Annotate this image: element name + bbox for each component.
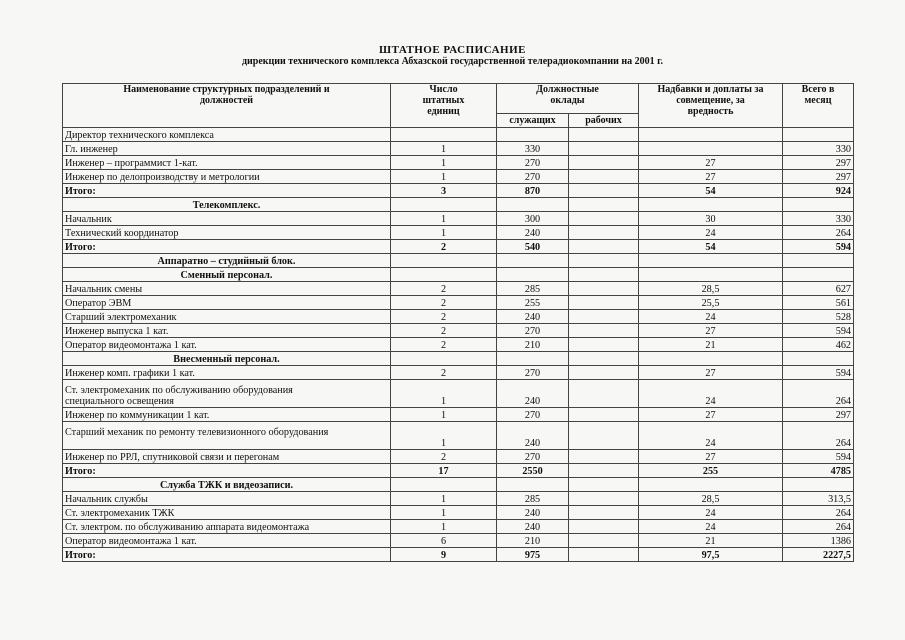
bonus-value: 97,5 (639, 548, 783, 562)
employee-salary: 270 (497, 366, 569, 380)
position-name: Инженер по РРЛ, спутниковой связи и перегонам (63, 450, 391, 464)
worker-salary (569, 282, 639, 296)
employee-salary (497, 128, 569, 142)
worker-salary (569, 128, 639, 142)
monthly-total: 594 (783, 450, 854, 464)
bonus-value: 30 (639, 212, 783, 226)
bonus-value: 27 (639, 324, 783, 338)
bonus-value: 27 (639, 366, 783, 380)
bonus-value: 21 (639, 338, 783, 352)
staff-count: 2 (391, 282, 497, 296)
worker-salary (569, 226, 639, 240)
monthly-total: 924 (783, 184, 854, 198)
monthly-total: 594 (783, 324, 854, 338)
position-name: Инженер выпуска 1 кат. (63, 324, 391, 338)
section-title: Аппаратно – студийный блок. (63, 254, 391, 268)
monthly-total: 297 (783, 170, 854, 184)
staff-count: 1 (391, 422, 497, 450)
bonus-value: 24 (639, 520, 783, 534)
worker-salary (569, 506, 639, 520)
employee-salary: 210 (497, 534, 569, 548)
empty-cell (391, 268, 497, 282)
monthly-total: 264 (783, 520, 854, 534)
section-title: Сменный персонал. (63, 268, 391, 282)
empty-cell (497, 268, 569, 282)
monthly-total: 313,5 (783, 492, 854, 506)
staff-count: 1 (391, 226, 497, 240)
empty-cell (783, 352, 854, 366)
table-row (63, 338, 854, 352)
bonus-value: 255 (639, 464, 783, 478)
employee-salary: 270 (497, 156, 569, 170)
employee-salary: 240 (497, 506, 569, 520)
position-name: Инженер по коммуникации 1 кат. (63, 408, 391, 422)
staff-count: 2 (391, 338, 497, 352)
empty-cell (639, 268, 783, 282)
employee-salary: 975 (497, 548, 569, 562)
bonus-value: 28,5 (639, 492, 783, 506)
table-row (63, 422, 854, 450)
header-bonus: Надбавки и доплаты за совмещение, за вредность (639, 84, 783, 128)
staff-count: 2 (391, 310, 497, 324)
position-name: Оператор видеомонтажа 1 кат. (63, 534, 391, 548)
position-name-line2: специального освещения (65, 396, 174, 407)
table-row (63, 226, 854, 240)
monthly-total: 264 (783, 380, 854, 408)
position-name: Старший электромеханик (63, 310, 391, 324)
employee-salary: 285 (497, 492, 569, 506)
staff-count (391, 128, 497, 142)
table-row (63, 128, 854, 142)
monthly-total: 4785 (783, 464, 854, 478)
position-name-line1: Старший механик по ремонту телевизионного оборудования (65, 427, 329, 438)
worker-salary (569, 464, 639, 478)
empty-cell (639, 198, 783, 212)
staff-count: 1 (391, 492, 497, 506)
staff-count: 1 (391, 212, 497, 226)
table-row (63, 366, 854, 380)
empty-cell (569, 478, 639, 492)
worker-salary (569, 184, 639, 198)
header-workers: рабочих (569, 114, 639, 128)
monthly-total: 627 (783, 282, 854, 296)
position-name: Инженер по делопроизводству и метрологии (63, 170, 391, 184)
bonus-value: 24 (639, 380, 783, 408)
section-title: Телекомплекс. (63, 198, 391, 212)
employee-salary: 210 (497, 338, 569, 352)
empty-cell (783, 198, 854, 212)
table-row (63, 296, 854, 310)
total-row (63, 464, 854, 478)
bonus-value: 27 (639, 156, 783, 170)
empty-cell (497, 478, 569, 492)
employee-salary: 270 (497, 408, 569, 422)
staff-schedule-table (62, 83, 854, 562)
employee-salary: 240 (497, 380, 569, 408)
monthly-total: 264 (783, 506, 854, 520)
monthly-total: 594 (783, 366, 854, 380)
position-name: Начальник смены (63, 282, 391, 296)
bonus-value: 54 (639, 240, 783, 254)
worker-salary (569, 170, 639, 184)
header-count: Число штатных единиц (391, 84, 497, 128)
employee-salary: 240 (497, 226, 569, 240)
table-row (63, 212, 854, 226)
position-name-line2 (65, 438, 388, 449)
staff-count: 9 (391, 548, 497, 562)
document-title: ШТАТНОЕ РАСПИСАНИЕ (379, 44, 526, 56)
section-row (63, 254, 854, 268)
position-name: Итого: (63, 464, 391, 478)
worker-salary (569, 240, 639, 254)
empty-cell (783, 254, 854, 268)
worker-salary (569, 338, 639, 352)
position-name: Инженер комп. графики 1 кат. (63, 366, 391, 380)
section-row (63, 268, 854, 282)
bonus-value: 24 (639, 506, 783, 520)
table-row (63, 324, 854, 338)
employee-salary: 240 (497, 422, 569, 450)
section-title: Служба ТЖК и видеозаписи. (63, 478, 391, 492)
table-row (63, 492, 854, 506)
bonus-value: 24 (639, 310, 783, 324)
bonus-value: 27 (639, 170, 783, 184)
position-name: Инженер – программист 1-кат. (63, 156, 391, 170)
position-name (63, 380, 391, 408)
table-row (63, 310, 854, 324)
worker-salary (569, 422, 639, 450)
employee-salary: 870 (497, 184, 569, 198)
employee-salary: 270 (497, 324, 569, 338)
worker-salary (569, 534, 639, 548)
empty-cell (497, 198, 569, 212)
staff-count: 1 (391, 408, 497, 422)
staff-count: 1 (391, 142, 497, 156)
staff-count: 2 (391, 366, 497, 380)
table-row (63, 506, 854, 520)
staff-count: 1 (391, 156, 497, 170)
table-row (63, 408, 854, 422)
worker-salary (569, 380, 639, 408)
monthly-total: 594 (783, 240, 854, 254)
monthly-total: 264 (783, 422, 854, 450)
bonus-value: 24 (639, 422, 783, 450)
empty-cell (639, 254, 783, 268)
employee-salary: 255 (497, 296, 569, 310)
empty-cell (391, 198, 497, 212)
position-name: Ст. электром. по обслуживанию аппарата видеомонтажа (63, 520, 391, 534)
staff-count: 1 (391, 170, 497, 184)
empty-cell (497, 352, 569, 366)
staff-count: 1 (391, 506, 497, 520)
total-row (63, 184, 854, 198)
empty-cell (639, 352, 783, 366)
monthly-total: 462 (783, 338, 854, 352)
staff-count: 1 (391, 380, 497, 408)
position-name: Ст. электромеханик ТЖК (63, 506, 391, 520)
staff-count: 2 (391, 324, 497, 338)
empty-cell (569, 352, 639, 366)
position-name: Технический координатор (63, 226, 391, 240)
position-name: Оператор ЭВМ (63, 296, 391, 310)
staff-count: 2 (391, 296, 497, 310)
worker-salary (569, 324, 639, 338)
bonus-value: 27 (639, 450, 783, 464)
document-subtitle: дирекции технического комплекса Абхазской государственной телерадиокомпании на 2001 г. (241, 56, 664, 67)
table-row (63, 142, 854, 156)
empty-cell (639, 478, 783, 492)
empty-cell (783, 478, 854, 492)
position-name: Гл. инженер (63, 142, 391, 156)
position-name: Директор технического комплекса (63, 128, 391, 142)
employee-salary: 270 (497, 170, 569, 184)
monthly-total: 297 (783, 156, 854, 170)
monthly-total: 2227,5 (783, 548, 854, 562)
worker-salary (569, 520, 639, 534)
worker-salary (569, 142, 639, 156)
bonus-value (639, 142, 783, 156)
table-row (63, 380, 854, 408)
table-row (63, 170, 854, 184)
worker-salary (569, 310, 639, 324)
worker-salary (569, 156, 639, 170)
position-name (63, 422, 391, 450)
section-row (63, 198, 854, 212)
worker-salary (569, 548, 639, 562)
employee-salary: 240 (497, 520, 569, 534)
table-row (63, 450, 854, 464)
employee-salary: 285 (497, 282, 569, 296)
monthly-total: 264 (783, 226, 854, 240)
monthly-total: 528 (783, 310, 854, 324)
table-row (63, 534, 854, 548)
employee-salary: 2550 (497, 464, 569, 478)
bonus-value: 54 (639, 184, 783, 198)
empty-cell (569, 268, 639, 282)
empty-cell (391, 254, 497, 268)
staff-count: 2 (391, 240, 497, 254)
header-salaries: Должностные оклады (497, 84, 639, 114)
bonus-value: 28,5 (639, 282, 783, 296)
table-row (63, 156, 854, 170)
worker-salary (569, 450, 639, 464)
monthly-total: 330 (783, 142, 854, 156)
section-title: Внесменный персонал. (63, 352, 391, 366)
employee-salary: 540 (497, 240, 569, 254)
staff-count: 3 (391, 184, 497, 198)
empty-cell (391, 352, 497, 366)
worker-salary (569, 492, 639, 506)
header-employees: служащих (497, 114, 569, 128)
staff-count: 6 (391, 534, 497, 548)
position-name: Начальник службы (63, 492, 391, 506)
worker-salary (569, 408, 639, 422)
total-row (63, 548, 854, 562)
staff-count: 1 (391, 520, 497, 534)
section-row (63, 352, 854, 366)
table-row (63, 282, 854, 296)
employee-salary: 330 (497, 142, 569, 156)
bonus-value: 25,5 (639, 296, 783, 310)
table-row (63, 520, 854, 534)
monthly-total: 297 (783, 408, 854, 422)
monthly-total: 330 (783, 212, 854, 226)
staff-count: 2 (391, 450, 497, 464)
employee-salary: 300 (497, 212, 569, 226)
position-name: Оператор видеомонтажа 1 кат. (63, 338, 391, 352)
header-name: Наименование структурных подразделений и должностей (63, 84, 391, 128)
header-total: Всего в месяц (783, 84, 854, 128)
empty-cell (569, 198, 639, 212)
total-row (63, 240, 854, 254)
bonus-value: 27 (639, 408, 783, 422)
employee-salary: 270 (497, 450, 569, 464)
bonus-value (639, 128, 783, 142)
empty-cell (391, 478, 497, 492)
empty-cell (783, 268, 854, 282)
worker-salary (569, 366, 639, 380)
section-row (63, 478, 854, 492)
staff-count: 17 (391, 464, 497, 478)
position-name: Итого: (63, 240, 391, 254)
bonus-value: 24 (639, 226, 783, 240)
empty-cell (569, 254, 639, 268)
bonus-value: 21 (639, 534, 783, 548)
employee-salary: 240 (497, 310, 569, 324)
position-name: Итого: (63, 184, 391, 198)
position-name: Итого: (63, 548, 391, 562)
worker-salary (569, 212, 639, 226)
worker-salary (569, 296, 639, 310)
empty-cell (497, 254, 569, 268)
position-name: Начальник (63, 212, 391, 226)
monthly-total: 561 (783, 296, 854, 310)
monthly-total: 1386 (783, 534, 854, 548)
monthly-total (783, 128, 854, 142)
position-name-line1: Ст. электромеханик по обслуживанию оборудования (65, 385, 293, 396)
